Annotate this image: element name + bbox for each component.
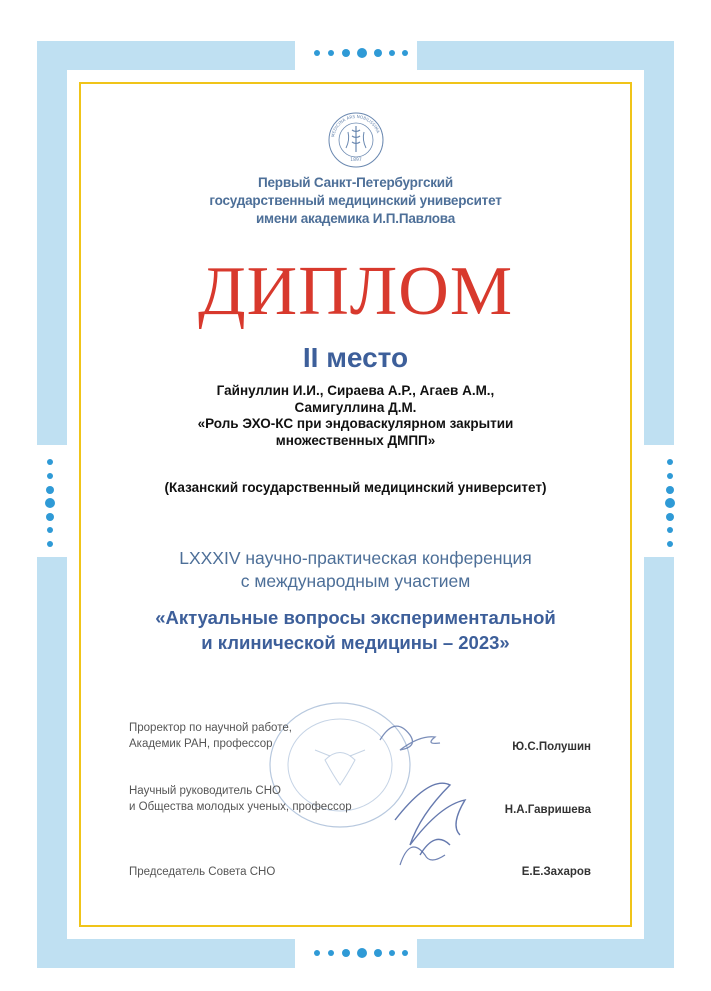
decor-dot [357,948,367,958]
university-line: имени академика И.П.Павлова [255,211,456,226]
decor-dot [374,949,382,957]
decor-dot [314,50,320,56]
diploma-title: ДИПЛОМ [197,253,514,330]
conference-title [80,605,631,655]
signatory-role [129,865,275,881]
decor-dot [665,498,675,508]
decor-dot [402,50,408,56]
role-line: и Общества молодых ученых, профессор [129,800,352,813]
decor-dot [667,473,673,479]
decor-dot [47,473,53,479]
signatory-name: Н.А.Гавришева [504,804,591,816]
role-line: Академик РАН, профессор [129,737,273,750]
conference-line: LXXXIV научно-практическая конференция [179,548,532,568]
decor-dot [328,50,334,56]
university-emblem-icon [326,110,386,170]
emblem-year: 1897 [350,158,362,163]
role-line: Научный руководитель СНО [129,785,281,797]
conference-title-line: «Актуальные вопросы экспериментальной [155,607,556,628]
authors-line: Самигуллина Д.М. [294,399,417,415]
work-title-line: множественных ДМПП» [275,432,436,448]
decor-dot [374,49,382,57]
decor-dot [667,459,673,465]
decor-dot [328,950,334,956]
signatory-name: Ю.С.Полушин [512,741,591,753]
signatory-role [129,721,292,752]
authors-line: Гайнуллин И.И., Сираева А.Р., Агаев А.М., [216,383,495,398]
work-title-line: «Роль ЭХО-КС при эндоваскулярном закрытии [197,416,514,431]
top-dot-gap [295,41,417,70]
conference-title-line: и клинической медицины – 2023» [201,632,510,653]
signatory-name: Е.Е.Захаров [521,866,591,878]
decor-dot [46,486,54,494]
conference-line: с международным участием [240,571,471,591]
conference-info [80,547,631,593]
university-name [80,174,631,228]
role-line: Председатель Совета СНО [129,866,276,878]
decor-dot [47,541,53,547]
decor-dot [389,950,395,956]
decor-dot [342,49,350,57]
university-line: Первый Санкт-Петербургский [257,175,454,190]
role-line: Проректор по научной работе, [129,722,292,734]
decor-dot [667,541,673,547]
decor-dot [47,527,53,533]
decor-dot [45,498,55,508]
emblem-motto: MEDICINA ARS NOBILISSIMA [330,113,381,138]
decor-dot [47,459,53,465]
decor-dot [666,513,674,521]
signatory-role [129,784,352,815]
award-place: II место [302,342,409,373]
decor-dot [46,513,54,521]
decor-dot [402,950,408,956]
organization: (Казанский государственный медицинский университет) [164,480,547,495]
decor-dot [357,48,367,58]
decor-dot [314,950,320,956]
decor-dot [342,949,350,957]
decor-dot [666,486,674,494]
authors-block [80,383,631,449]
university-line: государственный медицинский университет [209,193,502,208]
decor-dot [389,50,395,56]
decor-dot [667,527,673,533]
